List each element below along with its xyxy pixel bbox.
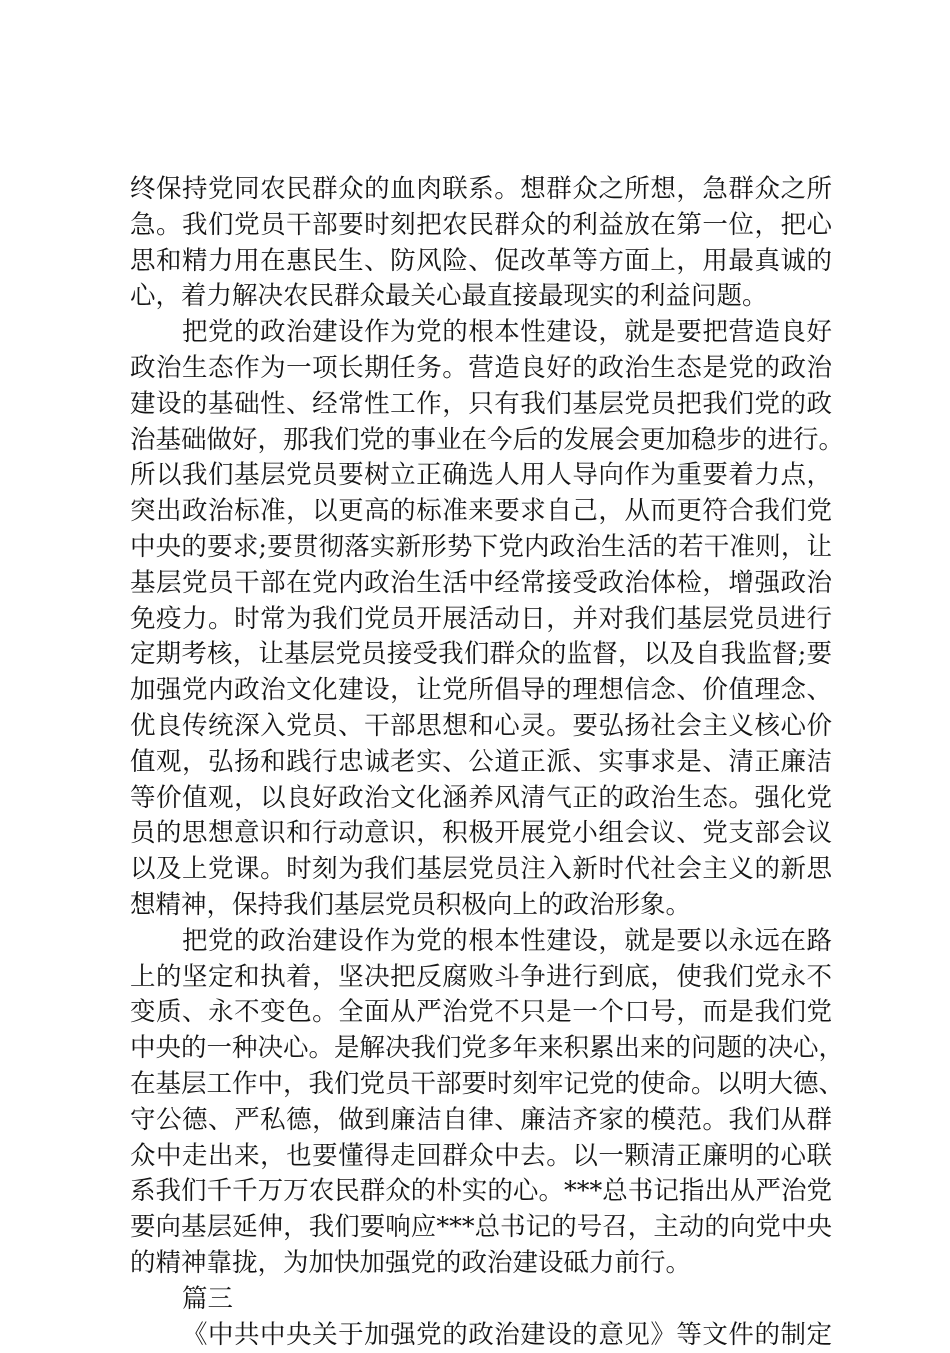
text-line: 系我们千千万万农民群众的朴实的心。***总书记指出从严治党 xyxy=(130,1174,832,1210)
text-line: 把党的政治建设作为党的根本性建设，就是要把营造良好 xyxy=(130,315,832,351)
text-line: 心，着力解决农民群众最关心最直接最现实的利益问题。 xyxy=(130,279,832,315)
text-line: 建设的基础性、经常性工作，只有我们基层党员把我们党的政 xyxy=(130,387,832,423)
text-line: 急。我们党员干部要时刻把农民群众的利益放在第一位，把心 xyxy=(130,208,832,244)
text-line: 中央的一种决心。是解决我们党多年来积累出来的问题的决心， xyxy=(130,1031,832,1067)
text-line: 把党的政治建设作为党的根本性建设，就是要以永远在路 xyxy=(130,924,832,960)
text-line: 以及上党课。时刻为我们基层党员注入新时代社会主义的新思 xyxy=(130,852,832,888)
text-line: 等价值观，以良好政治文化涵养风清气正的政治生态。强化党 xyxy=(130,781,832,817)
text-line: 基层党员干部在党内政治生活中经常接受政治体检，增强政治 xyxy=(130,566,832,602)
text-line: 免疫力。时常为我们党员开展活动日，并对我们基层党员进行 xyxy=(130,602,832,638)
text-line: 的精神靠拢，为加快加强党的政治建设砥力前行。 xyxy=(130,1246,832,1282)
text-line: 治基础做好，那我们党的事业在今后的发展会更加稳步的进行。 xyxy=(130,423,832,459)
text-line: 定期考核，让基层党员接受我们群众的监督，以及自我监督;要 xyxy=(130,637,832,673)
text-line: 突出政治标准，以更高的标准来要求自己，从而更符合我们党 xyxy=(130,494,832,530)
text-line: 要向基层延伸，我们要响应***总书记的号召，主动的向党中央 xyxy=(130,1210,832,1246)
text-line: 《中共中央关于加强党的政治建设的意见》等文件的制定 xyxy=(130,1318,832,1353)
text-line: 想精神，保持我们基层党员积极向上的政治形象。 xyxy=(130,888,832,924)
document-page xyxy=(130,172,832,1353)
text-line: 上的坚定和执着，坚决把反腐败斗争进行到底，使我们党永不 xyxy=(130,960,832,996)
text-line: 员的思想意识和行动意识，积极开展党小组会议、党支部会议 xyxy=(130,816,832,852)
text-line: 思和精力用在惠民生、防风险、促改革等方面上，用最真诚的 xyxy=(130,244,832,280)
text-line: 值观，弘扬和践行忠诚老实、公道正派、实事求是、清正廉洁 xyxy=(130,745,832,781)
text-line: 政治生态作为一项长期任务。营造良好的政治生态是党的政治 xyxy=(130,351,832,387)
text-line: 在基层工作中，我们党员干部要时刻牢记党的使命。以明大德、 xyxy=(130,1067,832,1103)
text-line: 终保持党同农民群众的血肉联系。想群众之所想，急群众之所 xyxy=(130,172,832,208)
text-line: 加强党内政治文化建设，让党所倡导的理想信念、价值理念、 xyxy=(130,673,832,709)
text-line: 中央的要求;要贯彻落实新形势下党内政治生活的若干准则，让 xyxy=(130,530,832,566)
text-line: 变质、永不变色。全面从严治党不只是一个口号，而是我们党 xyxy=(130,995,832,1031)
text-line: 所以我们基层党员要树立正确选人用人导向作为重要着力点， xyxy=(130,458,832,494)
text-line: 守公德、严私德，做到廉洁自律、廉洁齐家的模范。我们从群 xyxy=(130,1103,832,1139)
text-line: 篇三 xyxy=(130,1282,832,1318)
text-line: 优良传统深入党员、干部思想和心灵。要弘扬社会主义核心价 xyxy=(130,709,832,745)
text-line: 众中走出来，也要懂得走回群众中去。以一颗清正廉明的心联 xyxy=(130,1139,832,1175)
